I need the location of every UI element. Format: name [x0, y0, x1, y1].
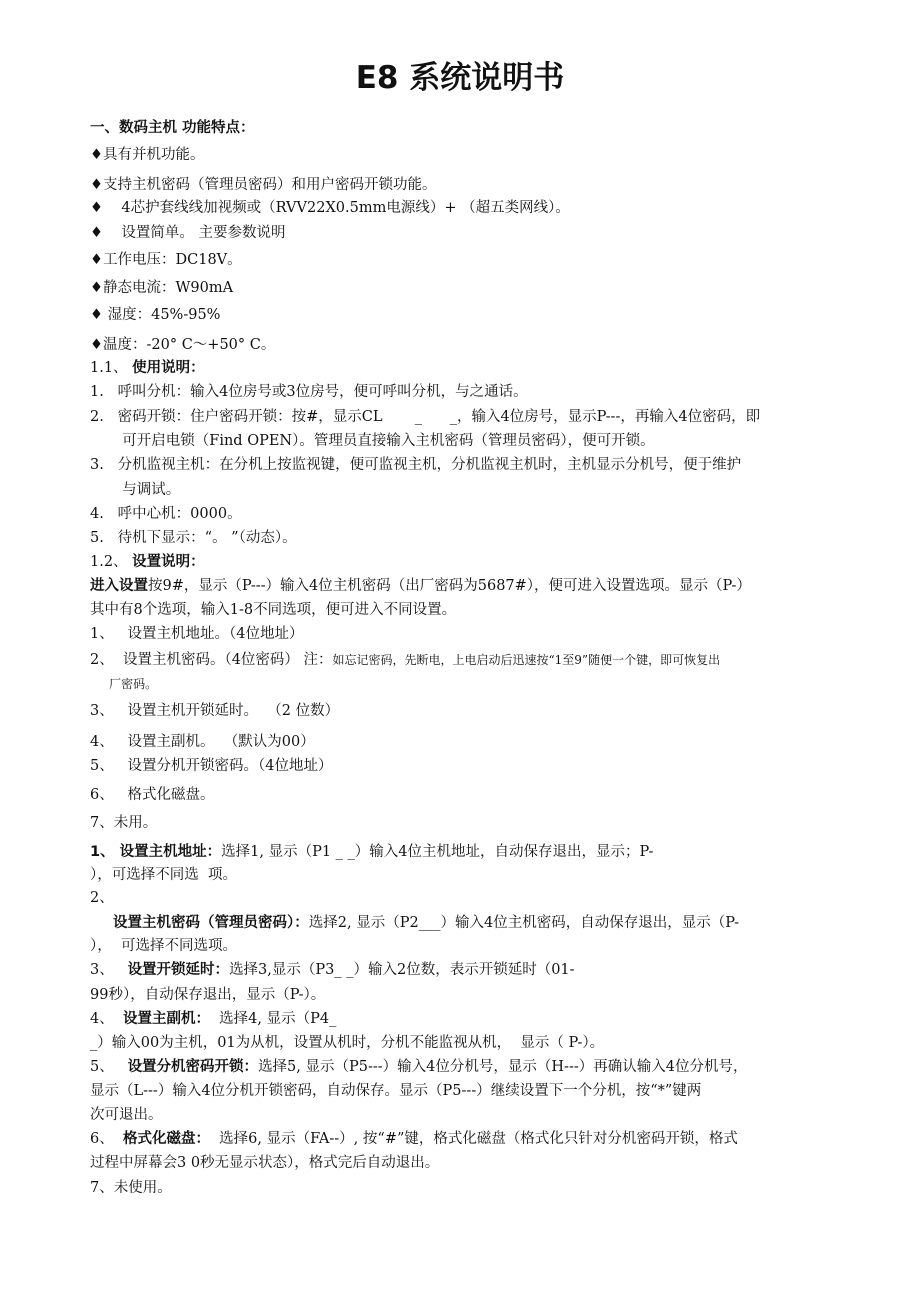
text-line	[90, 382, 528, 402]
text-line	[90, 1129, 738, 1149]
document-title: E8 系统说明书	[355, 60, 565, 96]
line-text: 2. 密码开锁：住户密码开锁：按#，显示CL _ _，输入4位房号，显示P---，再输入4位密码，即	[90, 409, 761, 425]
text-line	[90, 504, 242, 524]
line-text: 4、 设置主副机。 （默认为00）	[90, 734, 315, 750]
line-text: 按9#，显示（P---）输入4位主机密码（出厂密码为5687#），便可进入设置选项。显示（P-）	[148, 578, 751, 594]
text-line	[90, 913, 739, 933]
line-text: ♦静态电流：W90mA	[90, 280, 234, 296]
text-line	[90, 455, 741, 475]
line-text: 3、	[90, 962, 128, 978]
text-line	[90, 756, 333, 776]
line-text: 5、	[90, 1059, 128, 1075]
line-text: 5、 设置分机开锁密码。（4位地址）	[90, 758, 333, 774]
line-text: ）， 可选择不同选项。	[90, 938, 237, 954]
line-text: 4. 呼中心机：0000。	[90, 506, 242, 522]
line-text: 7、未用。	[90, 815, 158, 831]
line-text: 过程中屏幕会3 0秒无显示状态），格式完后自动退出。	[90, 1155, 440, 1171]
line-text: ♦具有并机功能。	[90, 147, 205, 163]
line-text: ♦ 4芯护套线线加视频或（RVV22X0.5mm电源线）+ （超五类网线）。	[90, 200, 570, 216]
line-text: 选择6, 显示（FA--）, 按“#”键，格式化磁盘（格式化只针对分机密码开锁，格式	[209, 1131, 738, 1147]
note-text: 厂密码。	[90, 677, 158, 691]
text-line	[90, 358, 205, 378]
line-text	[90, 915, 113, 931]
line-text: 3. 分机监视主机：在分机上按监视键，便可监视主机，分机监视主机时，主机显示分机号，便于维护	[90, 457, 742, 473]
line-text: ♦支持主机密码（管理员密码）和用户密码开锁功能。	[90, 177, 437, 193]
text-line	[90, 985, 325, 1005]
line-text: 2、 设置主机密码。（4位密码） 注：	[90, 652, 333, 668]
text-line	[90, 175, 437, 195]
line-text: 6、 格式化磁盘。	[90, 787, 215, 803]
line-text: _）输入00为主机，01为从机，设置从机时，分机不能监视从机， 显示（ P-）。	[90, 1035, 605, 1051]
text-line	[90, 1009, 336, 1029]
line-text: 4、	[90, 1011, 123, 1027]
text-line	[90, 888, 114, 908]
text-line	[90, 960, 575, 980]
text-line	[90, 1178, 172, 1198]
text-line	[90, 431, 655, 451]
text-line	[90, 1153, 439, 1173]
text-line	[90, 305, 220, 325]
bold-heading: 设置主副机：	[122, 1011, 210, 1027]
line-text: 5. 待机下显示：“。 ”（动态）。	[90, 530, 297, 546]
line-text: ♦温度：-20° C～+50° C。	[90, 337, 276, 353]
bold-heading: 设置开锁延时：	[127, 962, 230, 978]
line-text: ），可选择不同选 项。	[90, 867, 237, 883]
line-text: 显示（L---）输入4位分机开锁密码，自动保存。显示（P5---）继续设置下一个分机，按“*”键两	[90, 1083, 702, 1099]
bold-heading: 一、数码主机 功能特点：	[90, 120, 255, 136]
line-text: 可开启电锁（Find OPEN）。管理员直接输入主机密码（管理员密码），便可开锁。	[90, 433, 655, 449]
text-line	[90, 600, 456, 620]
text-line	[90, 732, 315, 752]
bold-heading: 进入设置	[90, 578, 148, 594]
line-text: ♦ 湿度：45%-95%	[90, 307, 221, 323]
bold-heading: 设置说明：	[132, 554, 205, 570]
bold-heading: 设置主机密码（管理员密码）：	[113, 915, 309, 931]
line-text: 1、 设置主机地址。（4位地址）	[90, 626, 304, 642]
text-line	[90, 223, 286, 243]
text-line	[90, 1033, 604, 1053]
line-text: 选择5, 显示（P5---）输入4位分机号，显示（H---）再确认输入4位分机号，	[258, 1059, 748, 1075]
text-line	[90, 842, 653, 862]
text-line	[90, 552, 205, 572]
text-line	[90, 674, 157, 694]
text-line	[90, 118, 255, 138]
line-text: 选择2, 显示（P2___）输入4位主机密码，自动保存退出，显示（P-	[308, 915, 740, 931]
line-text: ♦ 设置简单。 主要参数说明	[90, 225, 286, 241]
text-line	[90, 528, 297, 548]
text-line	[90, 145, 205, 165]
text-line	[90, 480, 180, 500]
line-text: 1.1、	[90, 360, 133, 376]
text-line	[90, 1105, 163, 1125]
line-text: 99秒），自动保存退出，显示（P-）。	[90, 987, 326, 1003]
line-text: 选择3,显示（P3_ _）输入2位数，表示开锁延时（01-	[229, 962, 575, 978]
text-line	[90, 335, 275, 355]
bold-heading: 格式化磁盘：	[122, 1131, 210, 1147]
line-text: ♦工作电压：DC18V。	[90, 252, 242, 268]
line-text: 选择4, 显示（P4_	[209, 1011, 337, 1027]
text-line	[90, 278, 233, 298]
text-line	[90, 936, 237, 956]
line-text: 选择1, 显示（P1 _ _）输入4位主机地址，自动保存退出，显示；P-	[221, 844, 654, 860]
text-line	[90, 785, 215, 805]
text-line	[90, 250, 242, 270]
line-text: 7、未使用。	[90, 1180, 172, 1196]
line-text: 1.2、	[90, 554, 133, 570]
line-text: 与调试。	[90, 482, 181, 498]
text-line	[90, 701, 339, 721]
text-line	[90, 624, 304, 644]
text-line	[90, 650, 720, 670]
text-line	[90, 576, 751, 596]
line-text: 1. 呼叫分机：输入4位房号或3位房号，便可呼叫分机，与之通话。	[90, 384, 528, 400]
bold-heading: 设置分机密码开锁：	[127, 1059, 259, 1075]
line-text: 次可退出。	[90, 1107, 163, 1123]
bold-heading: 使用说明：	[132, 360, 205, 376]
line-text: 2、	[90, 890, 114, 906]
text-line	[90, 1057, 747, 1077]
line-text: 3、 设置主机开锁延时。 （2 位数）	[90, 703, 340, 719]
note-text: 如忘记密码，先断电，上电启动后迅速按“1至9”随便一个键，即可恢复出	[332, 653, 721, 667]
text-line	[90, 1081, 701, 1101]
text-line	[90, 865, 237, 885]
text-line	[90, 813, 157, 833]
line-text: 6、	[90, 1131, 123, 1147]
line-text: 其中有8个选项，输入1-8不同选项，便可进入不同设置。	[90, 602, 457, 618]
text-line	[90, 407, 760, 427]
text-line	[90, 198, 570, 218]
bold-heading: 1、 设置主机地址：	[90, 844, 222, 860]
